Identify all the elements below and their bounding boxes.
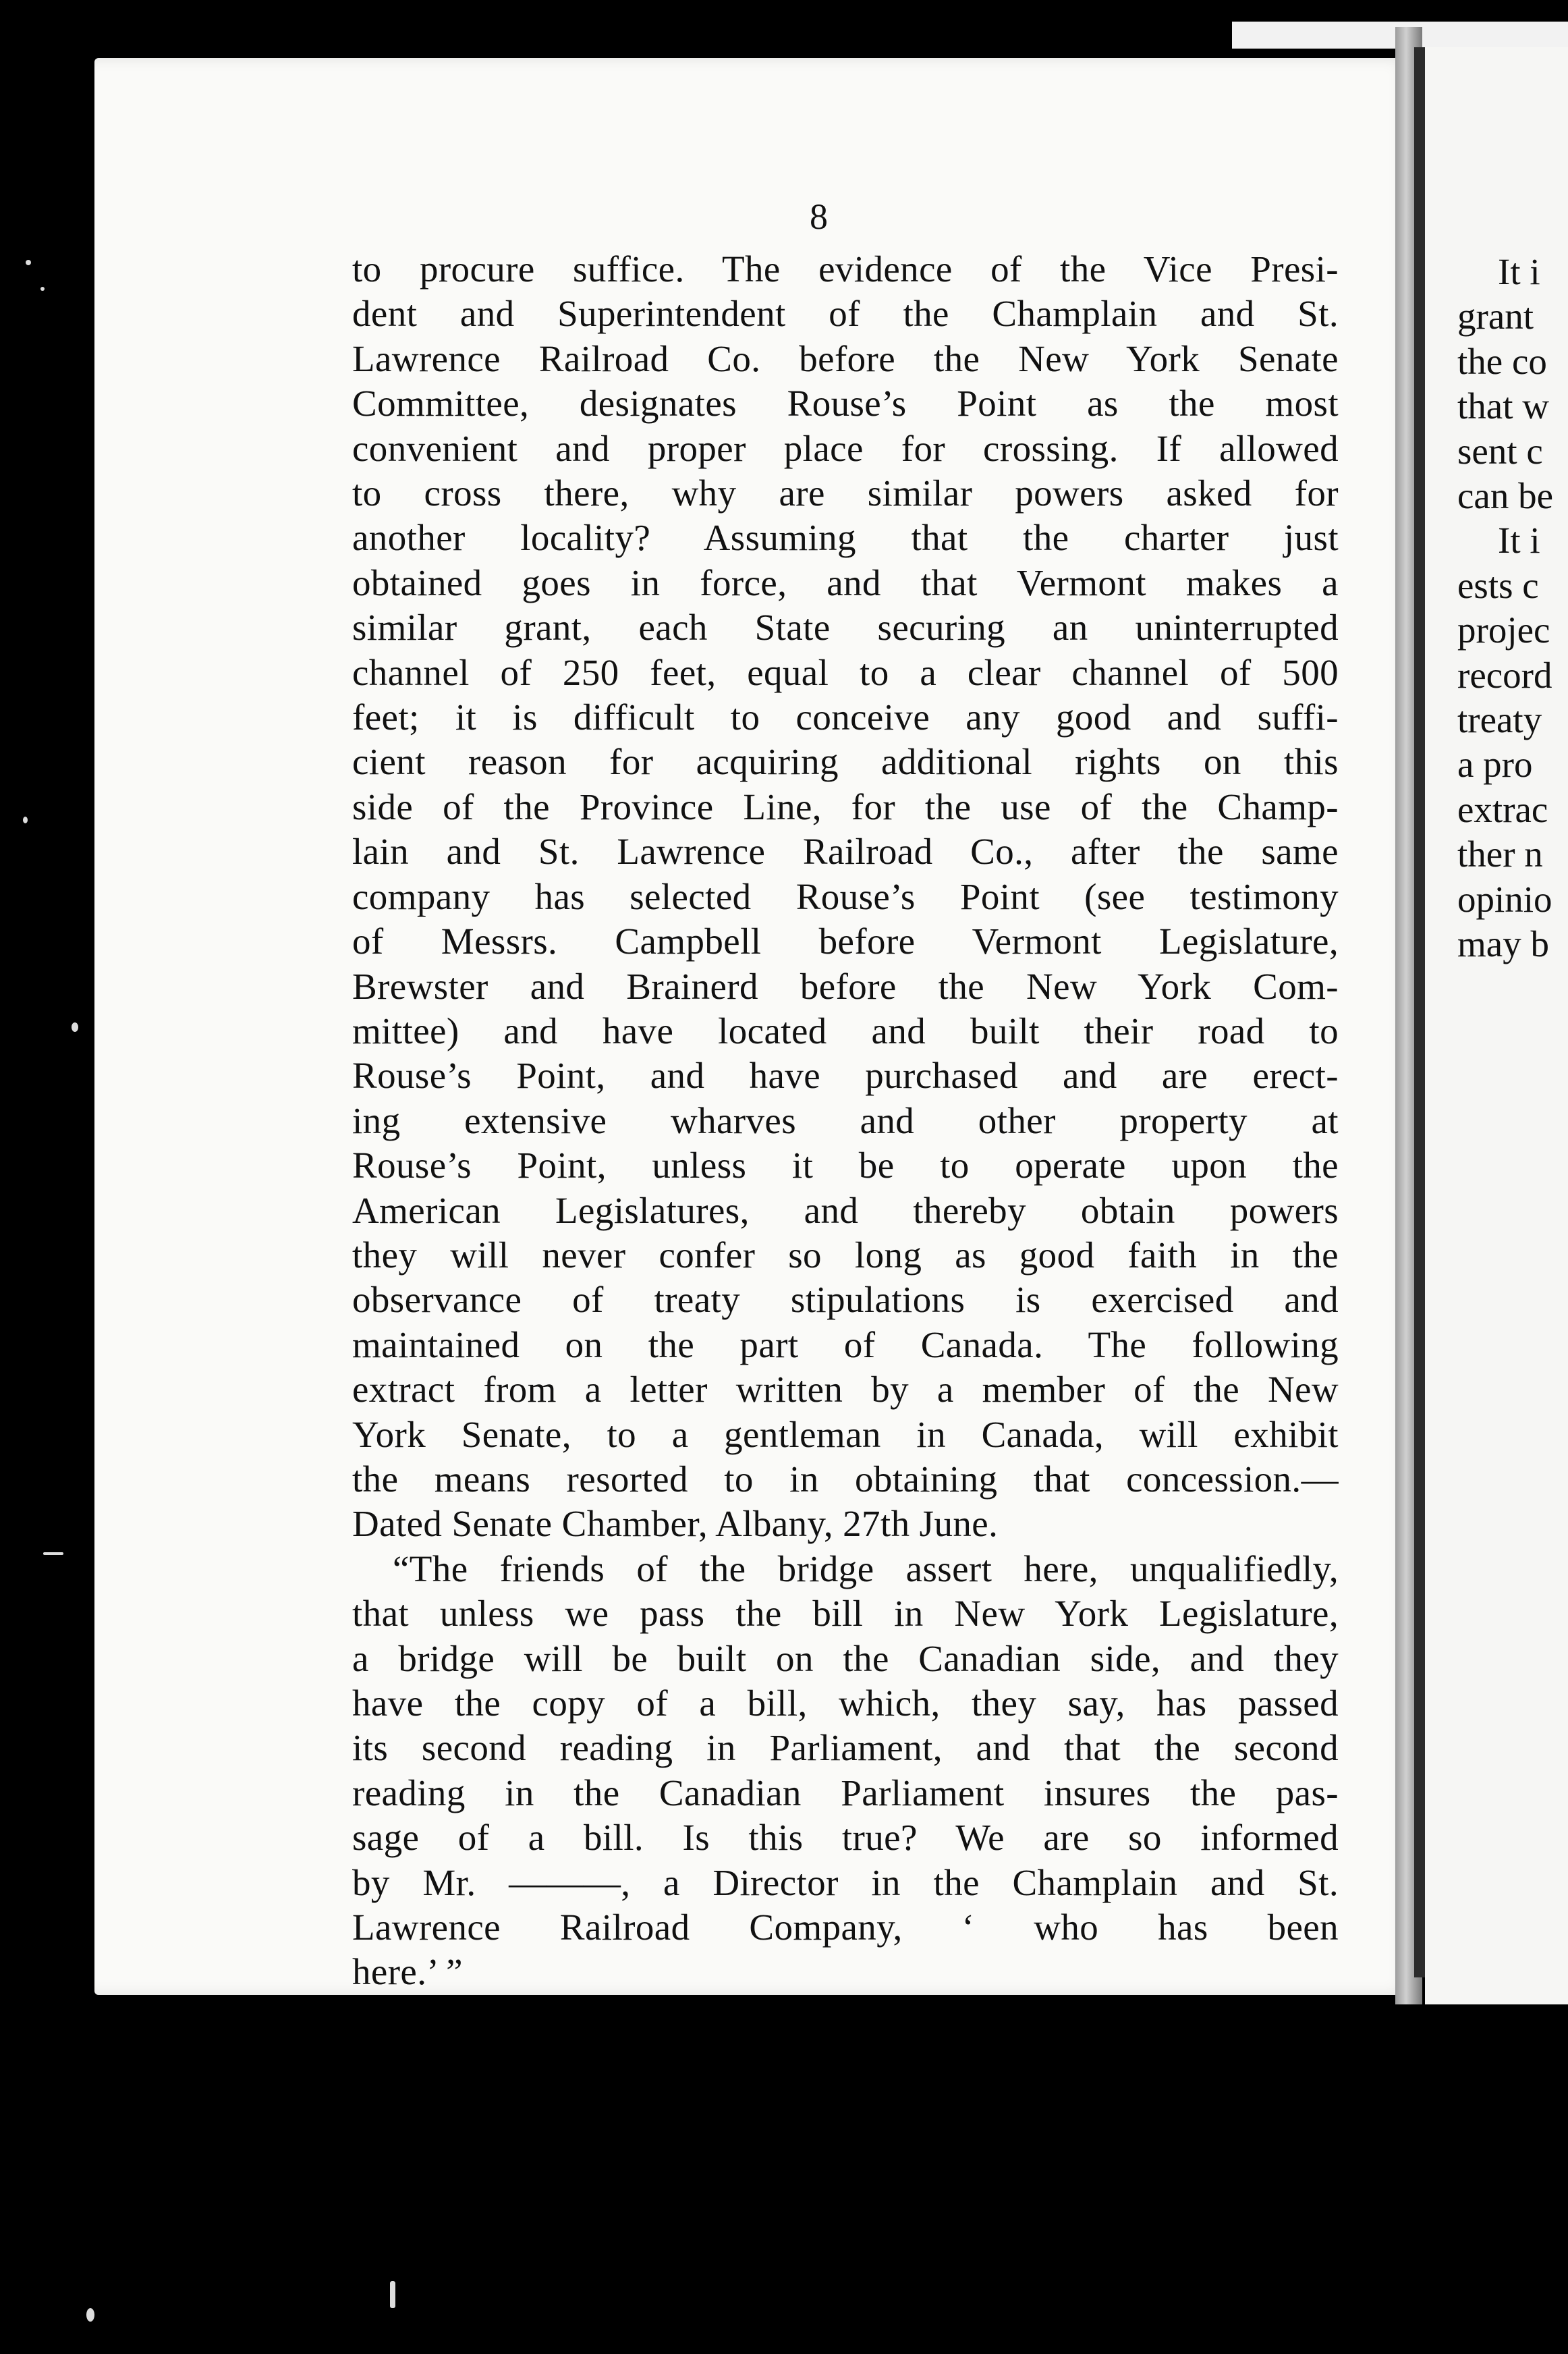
scan-speck [43,1552,63,1555]
facing-page [1425,47,1568,2004]
facing-text-line: It i [1498,520,1540,562]
facing-text-line: record [1457,654,1552,696]
facing-text-line: the co [1457,340,1547,382]
facing-text-line: may b [1457,923,1549,965]
facing-text-line: opinio [1457,878,1552,920]
text-line: Lawrence Railroad Company, ‘ who has been [352,1907,1339,1948]
text-line: lain and St. Lawrence Railroad Co., after the same [352,831,1339,873]
text-line: they will never confer so long as good faith in the [352,1234,1339,1276]
text-line: mittee) and have located and built their road to [352,1010,1339,1051]
text-line: observance of treaty stipulations is exercised and [352,1279,1339,1321]
facing-text-line: grant [1457,296,1534,337]
facing-page-text [1457,250,1568,967]
text-line: Brewster and Brainerd before the New York Com- [352,965,1339,1007]
text-line: that unless we pass the bill in New York Legislature, [352,1593,1339,1635]
text-line: maintained on the part of Canada. The following [352,1323,1339,1365]
text-line: to cross there, why are similar powers asked for [352,472,1339,514]
text-line: by Mr. ———, a Director in the Champlain and St. [352,1861,1339,1903]
scan-speck [390,2281,395,2308]
text-line: York Senate, to a gentleman in Canada, will exhibit [352,1413,1339,1455]
text-line: here.’ ” [352,1951,463,1993]
text-line: cient reason for acquiring additional rights on this [352,741,1339,783]
text-line: extract from a letter written by a member of the New [352,1369,1339,1411]
text-line: “The friends of the bridge assert here, unqualifiedly, [393,1548,1339,1589]
text-line: the means resorted to in obtaining that concession.— [352,1458,1339,1500]
text-line: ing extensive wharves and other property at [352,1099,1339,1141]
text-line: sage of a bill. Is this true? We are so informed [352,1817,1339,1859]
text-line: convenient and proper place for crossing. If allowed [352,427,1339,469]
text-line: have the copy of a bill, which, they say, has passed [352,1682,1339,1724]
text-line: another locality? Assuming that the charter just [352,517,1339,559]
scan-speck [72,1022,78,1032]
facing-text-line: projec [1457,609,1550,651]
text-line: feet; it is difficult to conceive any good and suffi- [352,696,1339,738]
page-body-text [352,247,1339,1995]
facing-text-line: treaty [1457,699,1542,741]
text-line: company has selected Rouse’s Point (see testimony [352,875,1339,917]
text-line: Rouse’s Point, unless it be to operate upon the [352,1145,1339,1186]
text-line: Rouse’s Point, and have purchased and are erect- [352,1055,1339,1097]
text-line: similar grant, each State securing an uninterrupted [352,607,1339,649]
text-line: Committee, designates Rouse’s Point as the most [352,383,1339,425]
facing-text-line: It i [1498,251,1540,292]
facing-text-line: ther n [1457,833,1543,875]
facing-text-line: that w [1457,385,1549,427]
text-line: obtained goes in force, and that Vermont makes a [352,562,1339,603]
facing-text-line: a pro [1457,744,1533,786]
text-line: American Legislatures, and thereby obtain powers [352,1189,1339,1231]
scan-speck [86,2308,94,2322]
text-line: a bridge will be built on the Canadian side, and they [352,1637,1339,1679]
facing-text-line: ests c [1457,564,1539,606]
text-line: reading in the Canadian Parliament insures the pas- [352,1772,1339,1813]
text-line: of Messrs. Campbell before Vermont Legislature, [352,921,1339,962]
text-line: channel of 250 feet, equal to a clear channel of 500 [352,651,1339,693]
scan-speck [23,817,28,823]
scan-speck [40,287,45,291]
text-line: to procure suffice. The evidence of the Vice Presi- [352,248,1339,290]
text-line: dent and Superintendent of the Champlain and St. [352,293,1339,335]
facing-text-line: extrac [1457,788,1548,830]
text-line: its second reading in Parliament, and that the second [352,1727,1339,1769]
scan-speck [26,260,31,265]
text-line: Dated Senate Chamber, Albany, 27th June. [352,1503,999,1545]
facing-text-line: can be [1457,475,1553,517]
text-line: Lawrence Railroad Co. before the New York Senate [352,337,1339,379]
page-number: 8 [810,196,828,237]
facing-text-line: sent c [1457,430,1543,472]
text-line: side of the Province Line, for the use of the Champ- [352,786,1339,827]
